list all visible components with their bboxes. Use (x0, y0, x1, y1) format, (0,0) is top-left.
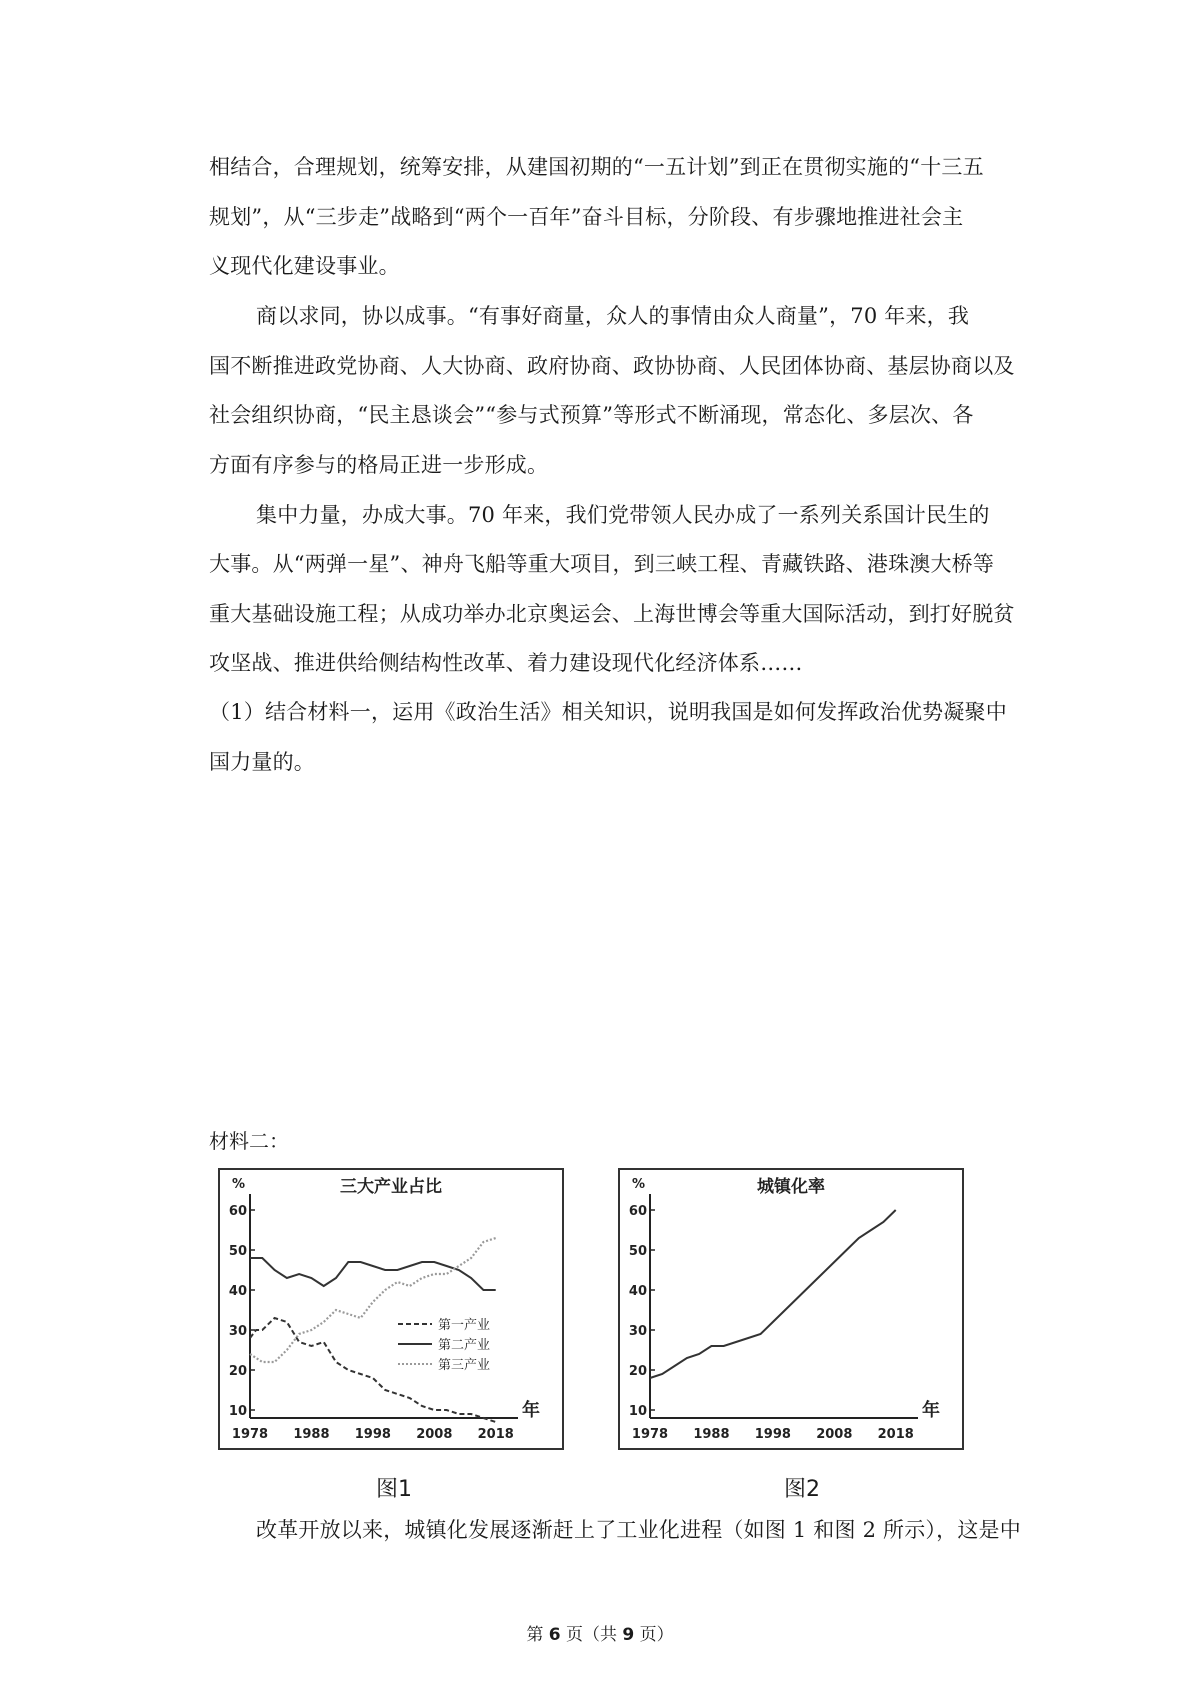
x-tick-label: 2008 (816, 1427, 853, 1442)
chart-title: 城镇化率 (757, 1177, 825, 1197)
footer-page-number: 6 (548, 1625, 561, 1645)
y-tick-label: 50 (628, 1244, 647, 1259)
chart-industry-share (218, 1168, 564, 1450)
y-tick-label: 10 (228, 1404, 247, 1419)
page-footer (0, 1620, 1200, 1645)
y-tick-label: 10 (628, 1404, 647, 1419)
y-tick-label: 30 (228, 1324, 247, 1339)
footer-mid: 页（共 (566, 1625, 617, 1645)
figure-caption-2: 图2 (784, 1477, 820, 1502)
paragraph-line: 重大基础设施工程；从成功举办北京奥运会、上海世博会等重大国际活动，到打好脱贫 (209, 602, 1015, 626)
y-tick-label: 30 (628, 1324, 647, 1339)
paragraph-line: 方面有序参与的格局正进一步形成。 (209, 453, 549, 477)
paragraph-line: 改革开放以来，城镇化发展逐渐赶上了工业化进程（如图 1 和图 2 所示），这是中 (256, 1518, 1021, 1542)
footer-post: 页） (639, 1625, 674, 1645)
x-axis-label: 年 (922, 1400, 940, 1421)
material-label: 材料二： (209, 1129, 289, 1153)
x-tick-label: 1988 (293, 1427, 330, 1442)
y-tick-label: 60 (228, 1204, 247, 1219)
y-tick-label: 40 (228, 1284, 247, 1299)
y-tick-label: 40 (628, 1284, 647, 1299)
x-tick-label: 1978 (231, 1427, 269, 1442)
legend-entry: 第三产业 (438, 1358, 491, 1373)
series-line-1 (650, 1210, 896, 1378)
paragraph-line: 社会组织协商，“民主恳谈会”“参与式预算”等形式不断涌现，常态化、多层次、各 (209, 403, 974, 427)
x-tick-label: 1998 (354, 1427, 391, 1442)
paragraph-line: 大事。从“两弹一星”、神舟飞船等重大项目，到三峡工程、青藏铁路、港珠澳大桥等 (209, 552, 995, 576)
y-tick-label: 20 (228, 1364, 247, 1379)
x-tick-label: 1978 (631, 1427, 669, 1442)
paragraph-line: 规划”，从“三步走”战略到“两个一百年”奋斗目标，分阶段、有步骤地推进社会主 (209, 205, 964, 229)
paragraph-line: 相结合，合理规划，统筹安排，从建国初期的“一五计划”到正在贯彻实施的“十三五 (209, 155, 984, 179)
question-line: （1）结合材料一，运用《政治生活》相关知识，说明我国是如何发挥政治优势凝聚中 (209, 700, 1007, 724)
paragraph-line: 国不断推进政党协商、人大协商、政府协商、政协协商、人民团体协商、基层协商以及 (209, 354, 1015, 378)
figure-caption-1: 图1 (376, 1477, 412, 1502)
chart-urbanization-rate (618, 1168, 964, 1450)
y-tick-label: 60 (628, 1204, 647, 1219)
x-axis-label: 年 (522, 1400, 540, 1421)
paragraph-line: 攻坚战、推进供给侧结构性改革、着力建设现代化经济体系…… (209, 651, 803, 675)
x-tick-label: 1988 (693, 1427, 730, 1442)
footer-pre: 第 (526, 1625, 544, 1645)
chart-title: 三大产业占比 (340, 1177, 442, 1197)
series-line-2 (250, 1258, 496, 1290)
legend-entry: 第一产业 (438, 1318, 491, 1333)
x-tick-label: 2018 (477, 1427, 514, 1442)
y-tick-label: 50 (228, 1244, 247, 1259)
y-tick-label: 20 (628, 1364, 647, 1379)
paragraph-line: 集中力量，办成大事。70 年来，我们党带领人民办成了一系列关系国计民生的 (256, 503, 990, 527)
chart-urbanization-rate-svg (620, 1170, 962, 1448)
legend-entry: 第二产业 (438, 1338, 491, 1353)
x-tick-label: 1998 (754, 1427, 791, 1442)
chart-industry-share-svg (220, 1170, 562, 1448)
paragraph-line: 义现代化建设事业。 (209, 254, 400, 278)
y-axis-label: % (632, 1177, 646, 1192)
question-line: 国力量的。 (209, 750, 315, 774)
x-tick-label: 2018 (877, 1427, 914, 1442)
y-axis-label: % (232, 1177, 246, 1192)
paragraph-line: 商以求同，协以成事。“有事好商量，众人的事情由众人商量”，70 年来，我 (256, 304, 970, 328)
footer-total-pages: 9 (622, 1625, 635, 1645)
x-tick-label: 2008 (416, 1427, 453, 1442)
